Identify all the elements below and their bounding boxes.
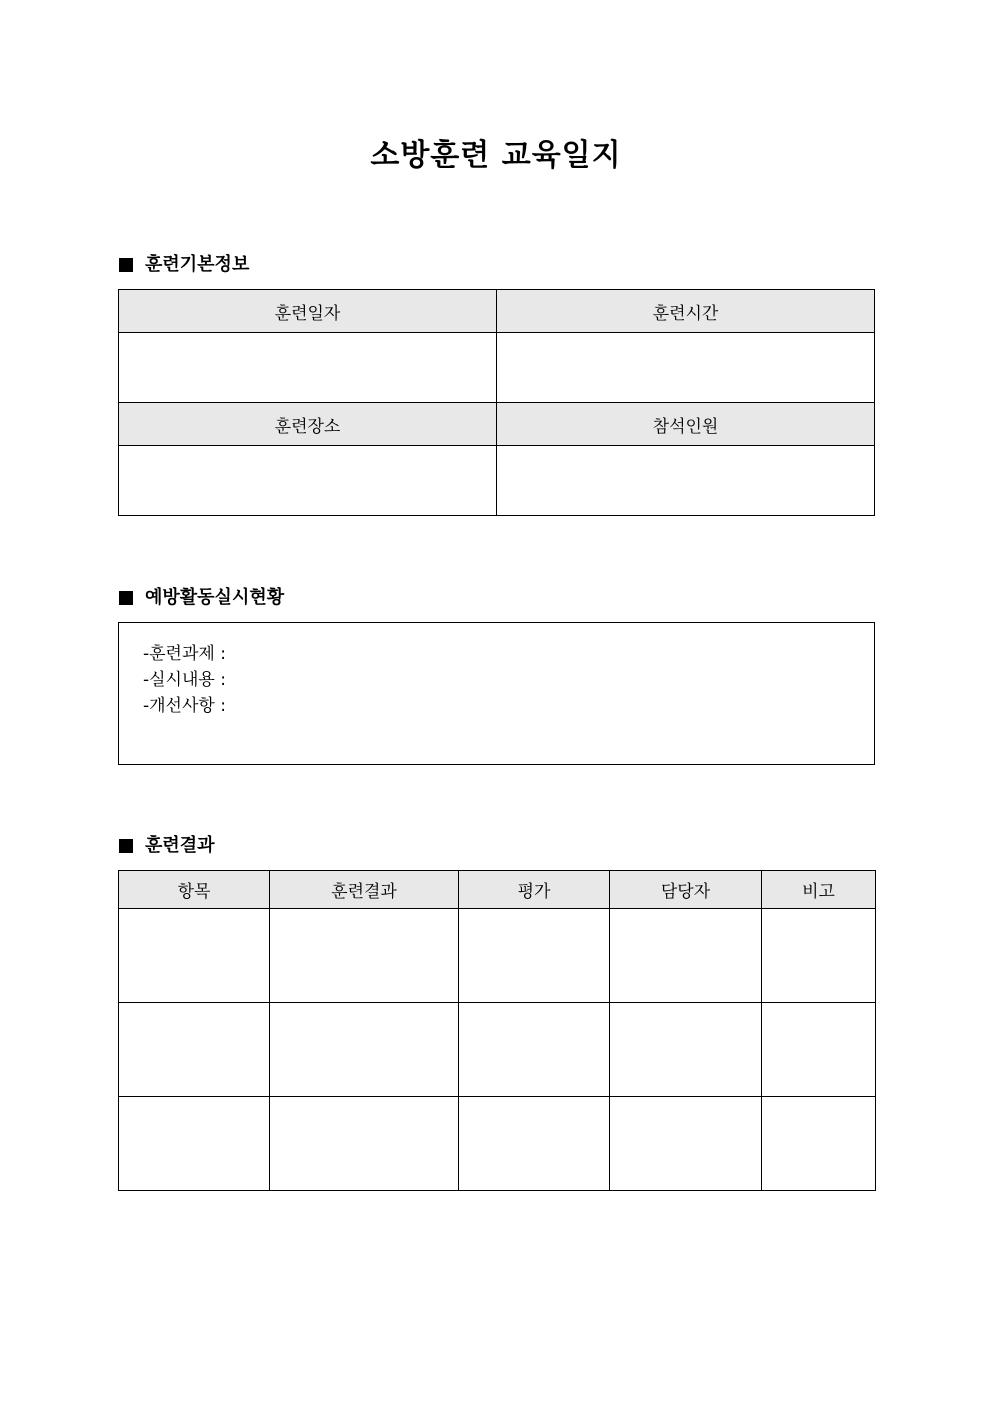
section-heading-results: [119, 834, 215, 858]
square-bullet-icon: [119, 258, 133, 272]
table-row: [119, 909, 876, 1003]
table-cell[interactable]: [270, 909, 459, 1003]
activity-line-content: -실시내용 :: [143, 670, 226, 690]
label-attendees: 참석인원: [497, 403, 875, 446]
column-header-remarks: 비고: [762, 871, 876, 909]
table-cell[interactable]: [459, 1003, 610, 1097]
basic-info-table: [118, 289, 875, 516]
label-training-date: 훈련일자: [119, 290, 497, 333]
field-attendees[interactable]: [497, 446, 875, 516]
column-header-evaluation: 평가: [459, 871, 610, 909]
table-cell[interactable]: [270, 1097, 459, 1191]
section-heading-label: 예방활동실시현황: [145, 587, 285, 608]
table-cell[interactable]: [610, 1003, 762, 1097]
activity-lines: [143, 641, 226, 719]
field-training-date[interactable]: [119, 333, 497, 403]
table-cell[interactable]: [762, 1097, 876, 1191]
section-heading-label: 훈련결과: [145, 835, 215, 856]
square-bullet-icon: [119, 591, 133, 605]
table-cell[interactable]: [762, 909, 876, 1003]
table-cell[interactable]: [610, 909, 762, 1003]
section-heading-label: 훈련기본정보: [145, 254, 250, 275]
square-bullet-icon: [119, 839, 133, 853]
table-cell[interactable]: [119, 909, 270, 1003]
table-row: [119, 1003, 876, 1097]
table-cell[interactable]: [459, 909, 610, 1003]
table-cell[interactable]: [119, 1003, 270, 1097]
table-cell[interactable]: [119, 1097, 270, 1191]
table-cell[interactable]: [762, 1003, 876, 1097]
activity-line-improvement: -개선사항 :: [143, 696, 226, 716]
section-heading-basic-info: [119, 253, 249, 277]
label-training-time: 훈련시간: [497, 290, 875, 333]
document-title: 소방훈련 교육일지: [370, 138, 622, 173]
table-cell[interactable]: [270, 1003, 459, 1097]
results-table: [118, 870, 876, 1191]
table-cell[interactable]: [610, 1097, 762, 1191]
activity-box[interactable]: [118, 622, 875, 765]
table-row: [119, 1097, 876, 1191]
column-header-manager: 담당자: [610, 871, 762, 909]
activity-line-task: -훈련과제 :: [143, 644, 226, 664]
column-header-result: 훈련결과: [270, 871, 459, 909]
table-cell[interactable]: [459, 1097, 610, 1191]
label-training-place: 훈련장소: [119, 403, 497, 446]
field-training-time[interactable]: [497, 333, 875, 403]
column-header-item: 항목: [119, 871, 270, 909]
field-training-place[interactable]: [119, 446, 497, 516]
section-heading-activity: [119, 586, 284, 610]
